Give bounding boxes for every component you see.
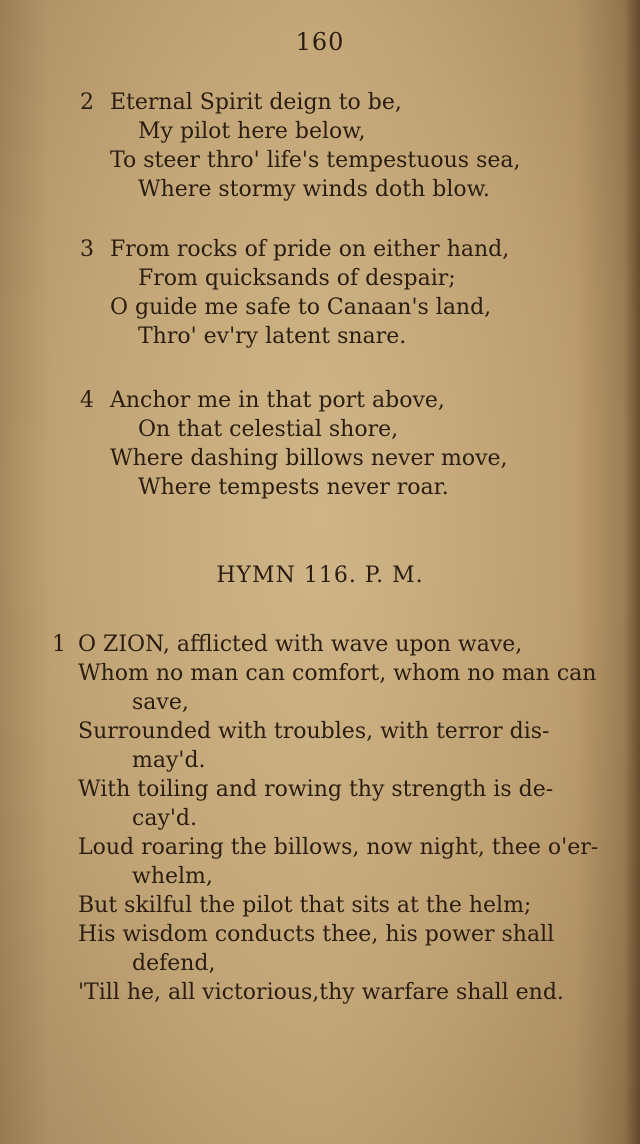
stanza-line (80, 322, 600, 351)
hymn-line (52, 862, 622, 891)
stanza-line (80, 415, 600, 444)
stanza-line-text: O guide me safe to Canaan's land, (110, 295, 492, 320)
hymn-title: HYMN 116. P. M. (216, 563, 424, 588)
hymn-line-text: whelm, (132, 864, 213, 889)
stanza-line-text: On that celestial shore, (138, 417, 399, 442)
hymn-line (52, 833, 622, 862)
stanza-line (80, 444, 600, 473)
stanza-line-text: To steer thro' life's tempestuous sea, (110, 148, 521, 173)
stanza-line (80, 293, 600, 322)
hymn-line (52, 717, 622, 746)
hymn-line-text: His wisdom conducts thee, his power shall (78, 922, 555, 947)
stanza-line-text: From quicksands of despair; (138, 266, 456, 291)
stanza-line (80, 117, 600, 146)
stanza-line-text: From rocks of pride on either hand, (110, 237, 510, 262)
stanza-line (80, 88, 600, 117)
hymn-line (52, 775, 622, 804)
page-number: 160 (295, 28, 345, 56)
stanza-number: 3 (80, 237, 94, 262)
stanza-line (80, 264, 600, 293)
hymn-line-text: With toiling and rowing thy strength is de- (78, 777, 554, 802)
hymn-stanza-1 (52, 630, 622, 1007)
stanza-line-text: Where dashing billows never move, (110, 446, 508, 471)
hymn-line (52, 746, 622, 775)
stanza-line (80, 235, 600, 264)
hymn-line (52, 920, 622, 949)
stanza-number: 2 (80, 90, 94, 115)
hymn-line-text: 'Till he, all victorious,thy warfare shall end. (78, 980, 564, 1005)
stanza-line-text: Anchor me in that port above, (110, 388, 445, 413)
hymn-line-text: Loud roaring the billows, now night, thee o'er- (78, 835, 599, 860)
hymn-line-text: Whom no man can comfort, whom no man can (78, 661, 597, 686)
hymn-line (52, 978, 622, 1007)
hymn-line (52, 630, 622, 659)
stanza-number: 4 (80, 388, 94, 413)
stanza-line-text: Thro' ev'ry latent snare. (138, 324, 407, 349)
hymn-line-text: defend, (132, 951, 216, 976)
stanza-line-text: Where tempests never roar. (138, 475, 449, 500)
stanza-line (80, 473, 600, 502)
hymn-line (52, 659, 622, 688)
hymn-line-text: But skilful the pilot that sits at the helm; (78, 893, 532, 918)
stanza-2 (80, 88, 600, 204)
stanza-number: 1 (52, 632, 66, 657)
hymn-line-text: cay'd. (132, 806, 197, 831)
hymn-line-text: Surrounded with troubles, with terror dis- (78, 719, 550, 744)
hymn-line (52, 891, 622, 920)
hymn-line (52, 804, 622, 833)
stanza-line (80, 175, 600, 204)
stanza-line-text: Eternal Spirit deign to be, (110, 90, 402, 115)
hymn-line (52, 688, 622, 717)
hymn-line-text: may'd. (132, 748, 206, 773)
stanza-line (80, 146, 600, 175)
hymn-line-text: O ZION, afflicted with wave upon wave, (78, 632, 523, 657)
stanza-line-text: My pilot here below, (138, 119, 366, 144)
stanza-4 (80, 386, 600, 502)
stanza-3 (80, 235, 600, 351)
stanza-line-text: Where stormy winds doth blow. (138, 177, 490, 202)
stanza-line (80, 386, 600, 415)
hymn-line-text: save, (132, 690, 189, 715)
hymn-line (52, 949, 622, 978)
